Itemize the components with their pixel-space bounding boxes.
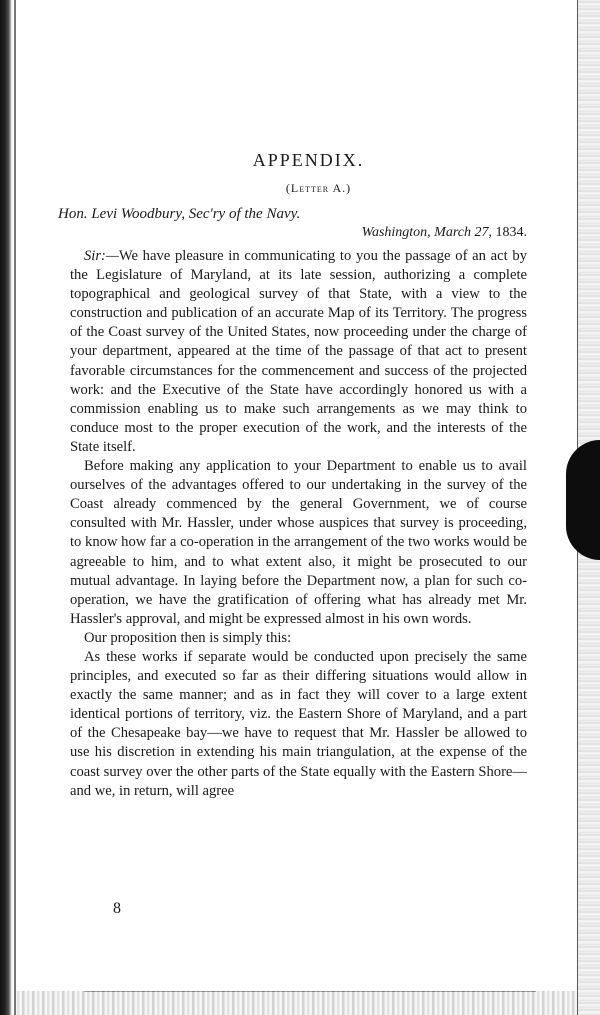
paragraph: Before making any application to your Department to enable us to avail ourselves of the advantages offered to our undertaking in the survey of the Coast already commenced by the general Government, we of course consulted with Mr. Hassler, under whose auspices that survey is proceeding, to know how far a co-operation in the arrangement of the two works would be agreeable to him, and to what extent also, it might be prosecuted to our mutual advantage. In laying before the Department now, a plan for such co-operation, we have the gratification of offering what has already met Mr. Hassler's approval, and might be expressed almost in his own words. xyxy=(70,458,527,627)
book-spine-shadow xyxy=(0,0,12,1015)
paragraph: As these works if separate would be conducted upon precisely the same principles, and executed so far as their differing situations would allow in exactly the same manner; and as in fact they will cover to a large extent identical portions of territory, viz. the Eastern Shore of Maryland, and a part of the Chesapeake bay—we have to request that Mr. Hassler be allowed to use his discretion in extending his main triangulation, at the expense of the coast survey over the other parts of the State equally with the Eastern Shore—and we, in return, will agree xyxy=(70,648,527,799)
page-number: 8 xyxy=(113,900,121,917)
letter-addressee: Hon. Levi Woodbury, Sec'ry of the Navy. xyxy=(58,206,301,222)
page-subtitle: (Letter A.) xyxy=(285,181,352,195)
letter-year: 1834. xyxy=(495,225,527,240)
paragraph: Our proposition then is simply this: xyxy=(84,629,292,646)
paragraph xyxy=(70,247,527,457)
thumb-tab-shadow xyxy=(566,440,600,560)
paragraph-text: We have pleasure in communicating to you the passage of an act by the Legislature of Maryland, at its late session, authorizing a complete topographical and geological survey of that State, with a view to the construction and publication of an accurate Map of its Territory. The progress of the Coast survey of the United States, now proceeding under the charge of your department, appeared at the time of the passage of that act to present favorable circumstances for the commencement and success of the projected work: and the Executive of the State have accordingly honored us with a commission enabling us to make such arrangements as we may think to conduce most to the proper execution of the work, and the interests of the State itself. xyxy=(70,248,527,455)
letter-salutation: Sir:— xyxy=(84,248,119,264)
page-title: APPENDIX. xyxy=(252,150,365,170)
spine-edge-line xyxy=(14,0,16,1015)
letter-dateline xyxy=(70,225,527,241)
bottom-edge-texture xyxy=(16,991,577,1015)
letter-body xyxy=(70,247,527,801)
document-page xyxy=(58,150,527,801)
letter-place-date: Washington, March 27, xyxy=(361,225,492,240)
